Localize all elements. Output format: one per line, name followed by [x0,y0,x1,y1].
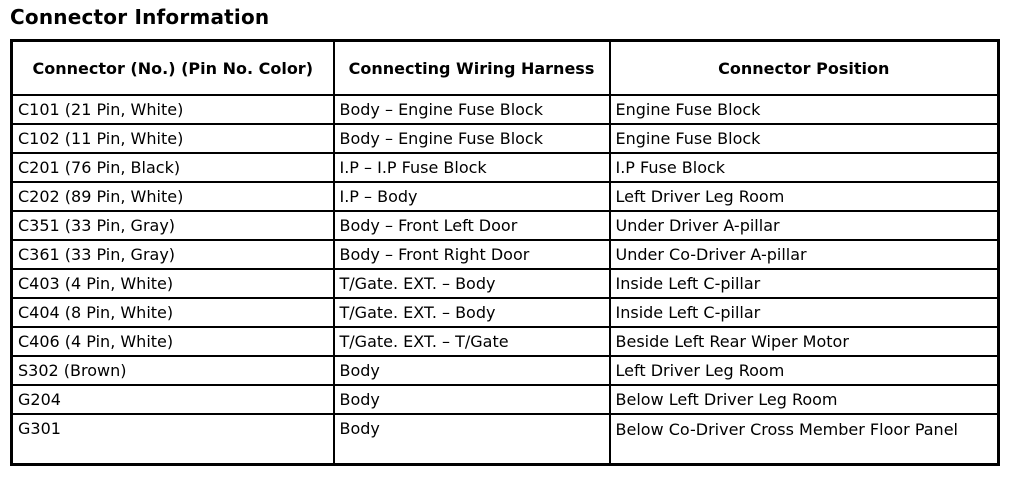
table-row [12,124,999,153]
table-row [12,298,999,327]
wiring-harness-cell: T/Gate. EXT. – Body [334,298,610,327]
connector-cell: C404 (8 Pin, White) [12,298,334,327]
wiring-harness-cell: Body [334,414,610,465]
wiring-harness-cell: Body – Engine Fuse Block [334,95,610,124]
connector-cell: C403 (4 Pin, White) [12,269,334,298]
connector-position-cell: Beside Left Rear Wiper Motor [610,327,999,356]
connector-cell: C351 (33 Pin, Gray) [12,211,334,240]
connector-position-cell: Under Co-Driver A-pillar [610,240,999,269]
connector-position-cell: Inside Left C-pillar [610,298,999,327]
connector-information-table [10,39,1000,466]
wiring-harness-cell: Body [334,356,610,385]
table-row [12,327,999,356]
table-row [12,269,999,298]
connector-cell: G301 [12,414,334,465]
table-row [12,385,999,414]
wiring-harness-cell: Body [334,385,610,414]
table-row [12,95,999,124]
table-row [12,240,999,269]
connector-cell: S302 (Brown) [12,356,334,385]
wiring-harness-cell: T/Gate. EXT. – Body [334,269,610,298]
table-row [12,211,999,240]
wiring-harness-cell: I.P – Body [334,182,610,211]
table-row [12,153,999,182]
connector-cell: C102 (11 Pin, White) [12,124,334,153]
connector-position-cell: Inside Left C-pillar [610,269,999,298]
connector-position-cell: Left Driver Leg Room [610,182,999,211]
connector-cell: C406 (4 Pin, White) [12,327,334,356]
connector-cell: C101 (21 Pin, White) [12,95,334,124]
wiring-harness-cell: T/Gate. EXT. – T/Gate [334,327,610,356]
table-row [12,414,999,465]
connector-cell: C201 (76 Pin, Black) [12,153,334,182]
wiring-harness-cell: Body – Front Left Door [334,211,610,240]
connector-cell: C202 (89 Pin, White) [12,182,334,211]
connector-cell: C361 (33 Pin, Gray) [12,240,334,269]
connector-position-cell: I.P Fuse Block [610,153,999,182]
connector-position-cell: Below Co-Driver Cross Member Floor Panel [610,414,999,465]
table-header-row [12,41,999,96]
connector-position-cell: Below Left Driver Leg Room [610,385,999,414]
wiring-harness-cell: Body – Engine Fuse Block [334,124,610,153]
column-header-wiring-harness: Connecting Wiring Harness [334,41,610,96]
column-header-connector-position: Connector Position [610,41,999,96]
column-header-connector: Connector (No.) (Pin No. Color) [12,41,334,96]
connector-cell: G204 [12,385,334,414]
table-row [12,182,999,211]
table-row [12,356,999,385]
wiring-harness-cell: I.P – I.P Fuse Block [334,153,610,182]
connector-position-cell: Left Driver Leg Room [610,356,999,385]
connector-position-cell: Engine Fuse Block [610,95,999,124]
wiring-harness-cell: Body – Front Right Door [334,240,610,269]
page-title: Connector Information [10,5,270,29]
connector-position-cell: Under Driver A-pillar [610,211,999,240]
connector-position-cell: Engine Fuse Block [610,124,999,153]
